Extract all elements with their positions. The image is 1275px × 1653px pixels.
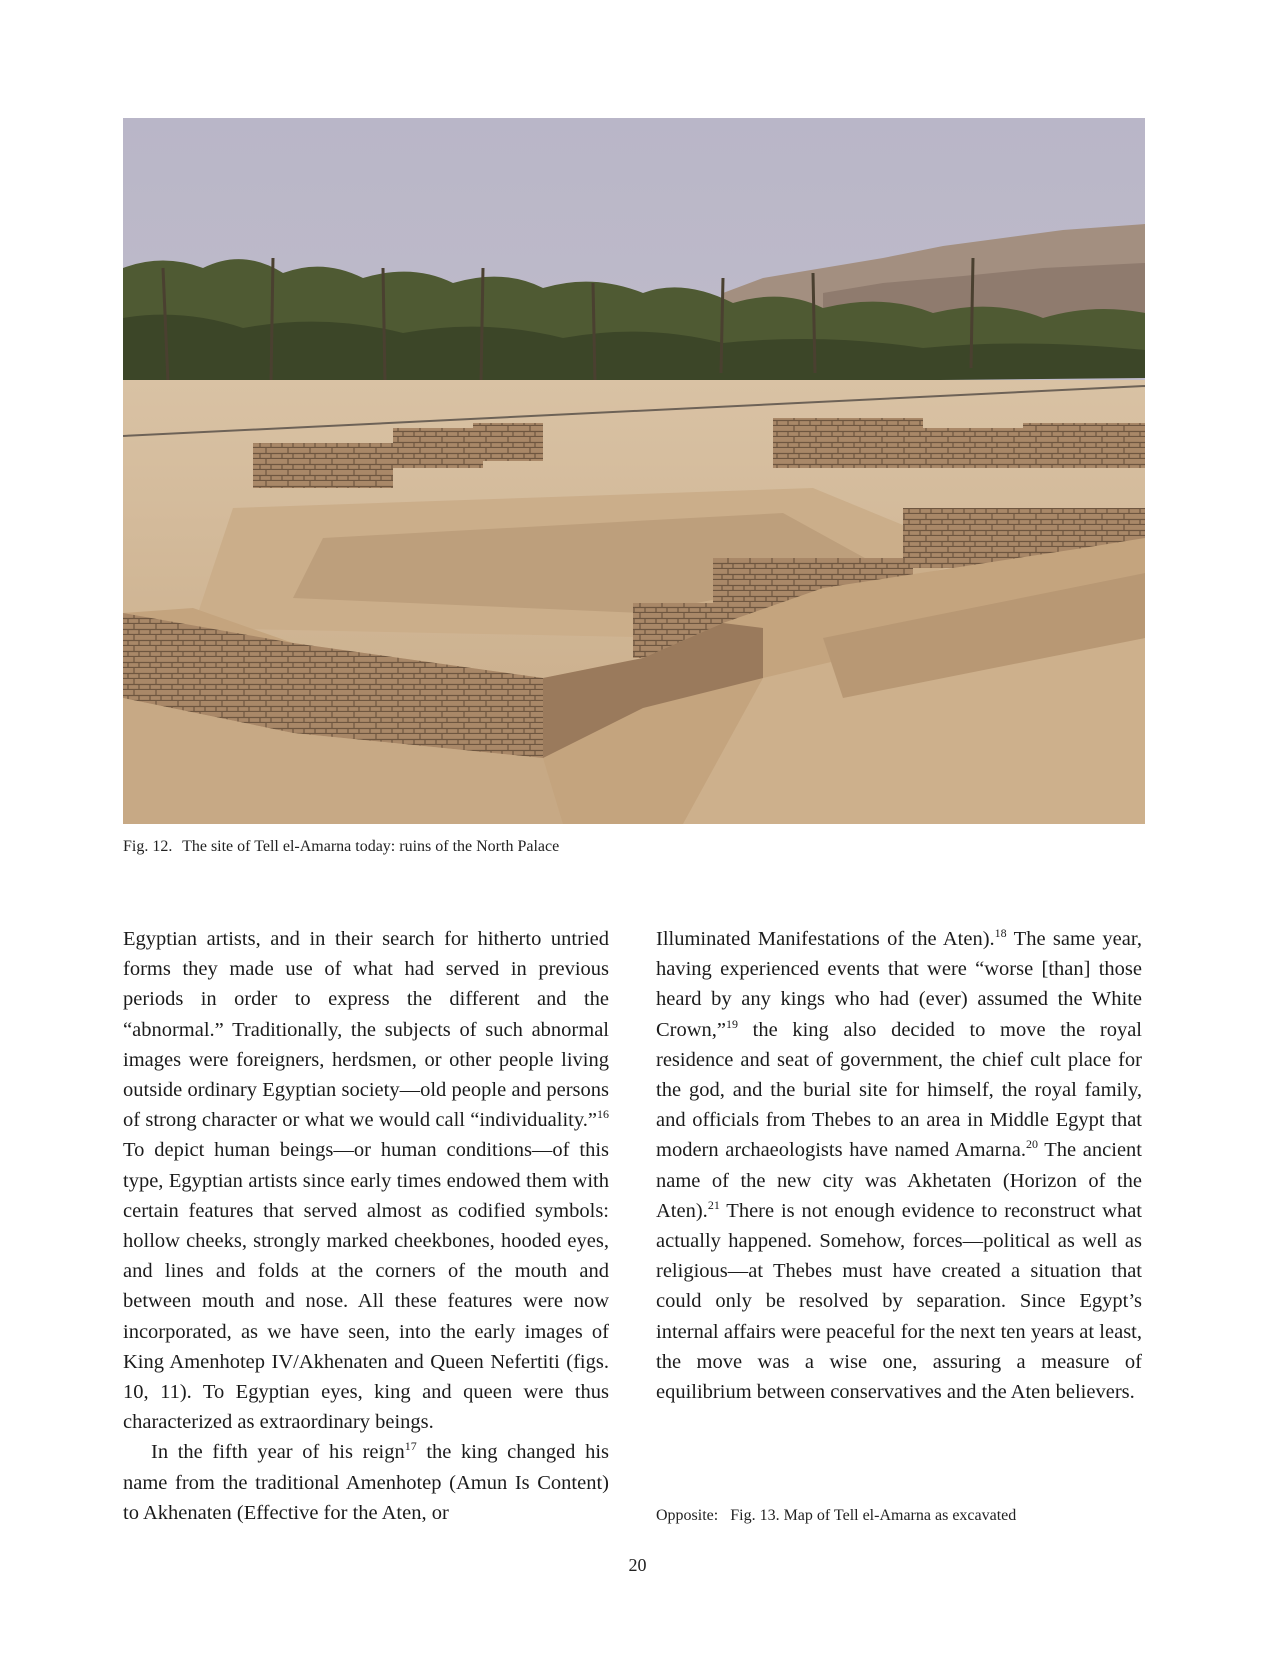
paragraph	[123, 1437, 609, 1528]
page-number: 20	[628, 1555, 647, 1575]
body-column-left	[123, 924, 609, 1528]
opposite-caption	[656, 1507, 1142, 1525]
figure-label: Fig. 12.	[123, 838, 173, 855]
footnote-ref: 21	[707, 1198, 720, 1212]
text-run: There is not enough evidence to reconstruct what actually happened. Somehow, forces—political as well as religious—at Thebes must have created a situation that could only be resolved by separation. Since Egypt’s internal affairs were peaceful for the next ten years at least, the move was a wise one, assuring a measure of equilibrium between conservatives and the Aten believers.	[656, 1199, 1142, 1404]
footnote-ref: 18	[994, 926, 1007, 941]
text-run: In the fifth year of his reign	[151, 1441, 405, 1464]
paragraph	[656, 924, 1142, 1407]
text-run: The same year, having experienced events that were “worse [than] those heard by any kings who had (ever) assumed the White Crown,”	[656, 928, 1142, 1041]
footnote-ref: 17	[404, 1439, 417, 1454]
text-run: To depict human beings—or human conditions—of this type, Egyptian artists since early times endowed them with certain features that served almost as codified symbols: hollow cheeks, strongly marked cheekbones, hooded eyes, and lines and folds at the corners of the mouth and between mouth and nose. All these features were now incorporated, as we have seen, into the early images of King Amenhotep IV/Akhenaten and Queen Nefertiti (figs. 10, 11). To Egyptian eyes, king and queen were thus characterized as extraordinary beings.	[123, 1139, 609, 1434]
north-palace-photo	[123, 118, 1145, 824]
text-run: Egyptian artists, and in their search for hitherto untried forms they made use of what had served in previous periods in order to express the different and the “abnormal.” Traditionally, the subjects of such abnormal images were foreigners, herdsmen, or other people living outside ordinary Egyptian society—old people and persons of strong character or what we would call “individuality.”	[123, 928, 609, 1132]
text-run: the king changed his name from the traditional Amenhotep (Amun Is Content) to Akhenaten (Effective for the Aten, or	[123, 1441, 610, 1524]
opposite-caption-text: Fig. 13. Map of Tell el-Amarna as excavated	[730, 1507, 1017, 1524]
text-run: the king also decided to move the royal residence and seat of government, the chief cult place for the god, and the burial site for himself, the royal family, and officials from Thebes to an area in Middle Egypt that modern archaeologists have named Amarna.	[656, 1018, 1142, 1162]
text-run: The ancient name of the new city was Akhetaten (Horizon of the Aten).	[656, 1139, 1142, 1222]
paragraph	[123, 924, 609, 1437]
text-run: Illuminated Manifestations of the Aten).	[656, 928, 995, 950]
opposite-lead: Opposite:	[656, 1507, 719, 1524]
footnote-ref: 19	[726, 1016, 739, 1031]
figure-caption	[123, 838, 1123, 856]
body-column-right	[656, 924, 1142, 1407]
footnote-ref: 16	[597, 1107, 609, 1122]
footnote-ref: 20	[1025, 1137, 1038, 1152]
figure-caption-text: The site of Tell el-Amarna today: ruins of the North Palace	[182, 838, 560, 855]
